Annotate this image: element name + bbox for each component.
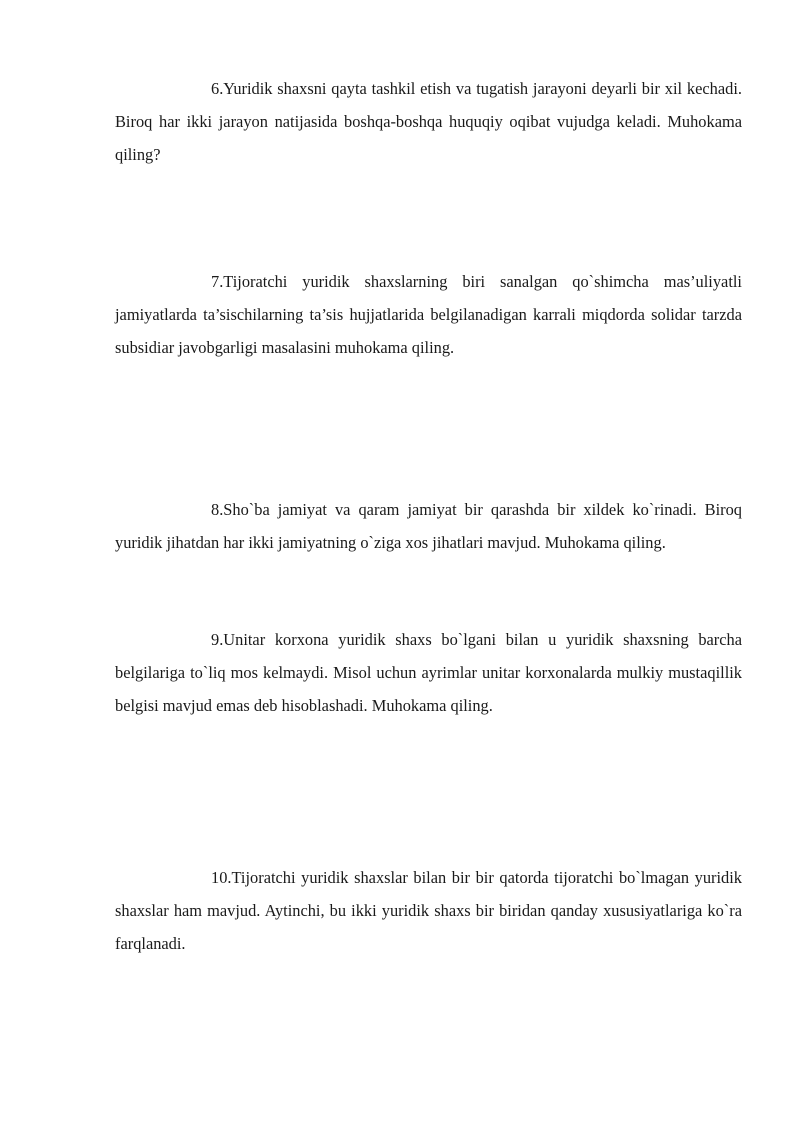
question-number: 8. (211, 500, 224, 519)
question-text: Sho`ba jamiyat va qaram jamiyat bir qarashda bir xildek ko`rinadi. Biroq yuridik jihatdan har ikki jamiyatning o`ziga xos jihatlari mavjud. Muhokama qiling. (115, 500, 742, 552)
question-item-6 (115, 72, 742, 171)
question-text: Tijoratchi yuridik shaxslar bilan bir bir qatorda tijoratchi bo`lmagan yuridik shaxslar ham mavjud. Aytinchi, bu ikki yuridik shaxs bir biridan qanday xususiyatlariga ko`ra farqlanadi. (115, 868, 742, 953)
question-text: Yuridik shaxsni qayta tashkil etish va tugatish jarayoni deyarli bir xil kechadi. Biroq har ikki jarayon natijasida boshqa-boshqa huquqiy oqibat vujudga keladi. Muhokama qiling? (115, 79, 742, 164)
question-number: 7. (211, 272, 224, 291)
question-item-10 (115, 861, 742, 960)
question-number: 10. (211, 868, 232, 887)
question-number: 9. (211, 630, 224, 649)
question-item-9 (115, 623, 742, 722)
question-item-8 (115, 493, 742, 559)
question-item-7 (115, 265, 742, 364)
question-text: Tijoratchi yuridik shaxslarning biri sanalgan qo`shimcha mas’uliyatli jamiyatlarda ta’sischilarning ta’sis hujjatlarida belgilanadigan karrali miqdorda solidar tarzda subsidiar javobgarligi masalasini muhokama qiling. (115, 272, 742, 357)
question-number: 6. (211, 79, 224, 98)
question-text: Unitar korxona yuridik shaxs bo`lgani bilan u yuridik shaxsning barcha belgilariga to`liq mos kelmaydi. Misol uchun ayrimlar unitar korxonalarda mulkiy mustaqillik belgisi mavjud emas deb hisoblashadi. Muhokama qiling. (115, 630, 742, 715)
